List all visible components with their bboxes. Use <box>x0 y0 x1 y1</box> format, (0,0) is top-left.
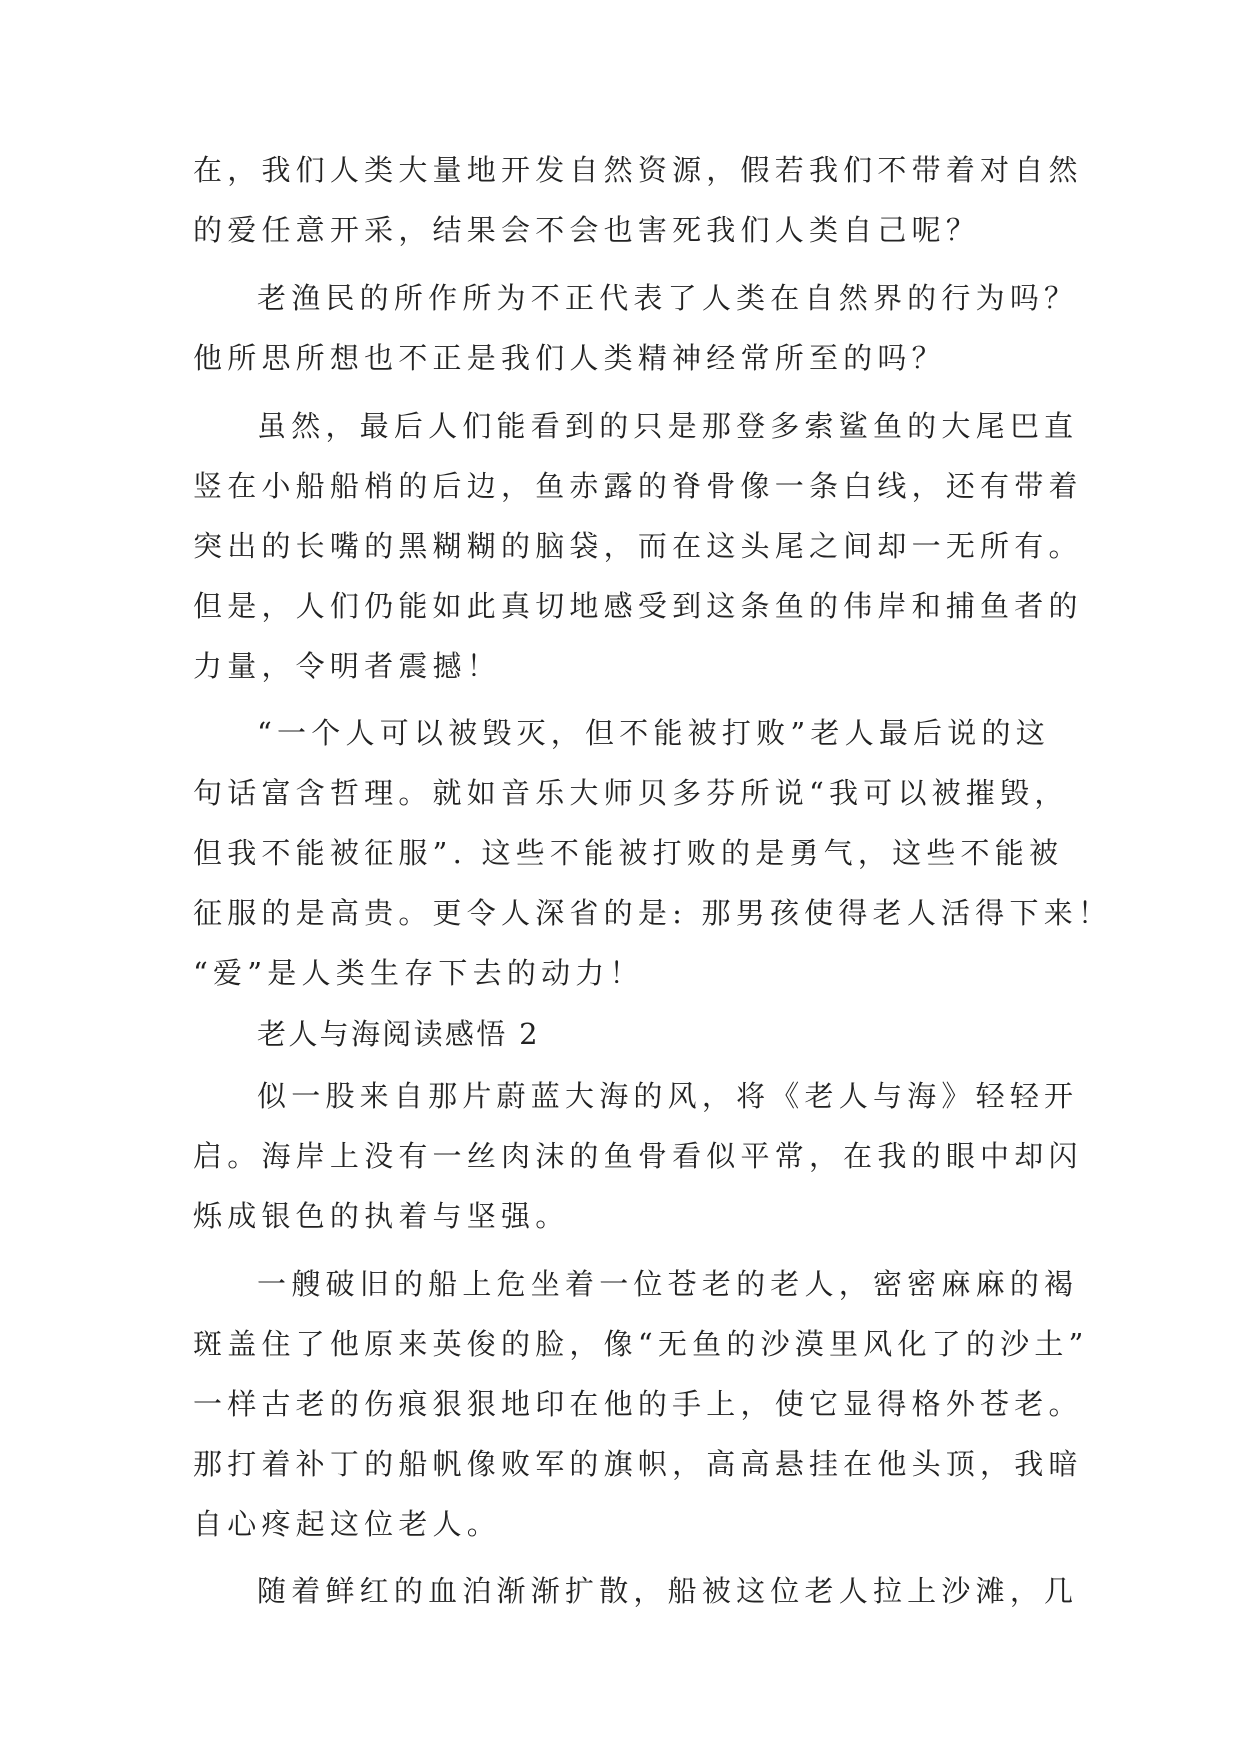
text-line: 但是，人们仍能如此真切地感受到这条鱼的伟岸和捕鱼者的 <box>193 589 1083 623</box>
text-line: 启。海岸上没有一丝肉沫的鱼骨看似平常，在我的眼中却闪 <box>193 1139 1083 1173</box>
text-line: “一个人可以被毁灭，但不能被打败”老人最后说的这 <box>257 716 1050 750</box>
text-line: 的爱任意开采，结果会不会也害死我们人类自己呢？ <box>193 213 981 247</box>
text-line: 竖在小船船梢的后边，鱼赤露的脊骨像一条白线，还有带着 <box>193 469 1083 503</box>
text-line: 但我不能被征服”. 这些不能被打败的是勇气，这些不能被 <box>193 836 1064 870</box>
text-line: 他所思所想也不正是我们人类精神经常所至的吗？ <box>193 341 946 375</box>
text-line: 一艘破旧的船上危坐着一位苍老的老人，密密麻麻的褐 <box>257 1267 1079 1301</box>
text-line: 烁成银色的执着与坚强。 <box>193 1199 570 1233</box>
text-line: 随着鲜红的血泊渐渐扩散，船被这位老人拉上沙滩，几 <box>257 1574 1079 1608</box>
text-line: 斑盖住了他原来英俊的脸，像“无鱼的沙漠里风化了的沙土” <box>193 1327 1089 1361</box>
text-line: 老渔民的所作所为不正代表了人类在自然界的行为吗？ <box>257 281 1079 315</box>
text-line: 一样古老的伤痕狠狠地印在他的手上，使它显得格外苍老。 <box>193 1387 1083 1421</box>
text-line: 虽然，最后人们能看到的只是那登多索鲨鱼的大尾巴直 <box>257 409 1079 443</box>
text-line: 自心疼起这位老人。 <box>193 1507 501 1541</box>
section-heading: 老人与海阅读感悟 2 <box>257 1017 540 1051</box>
text-line: 句话富含哲理。就如音乐大师贝多芬所说“我可以被摧毁， <box>193 776 1069 810</box>
text-line: 似一股来自那片蔚蓝大海的风，将《老人与海》轻轻开 <box>257 1079 1079 1113</box>
text-line: 征服的是高贵。更令人深省的是: 那男孩使得老人活得下来！ <box>193 896 1113 930</box>
text-line: 力量，令明者震撼！ <box>193 649 501 683</box>
text-line: 在，我们人类大量地开发自然资源，假若我们不带着对自然 <box>193 153 1083 187</box>
text-line: 突出的长嘴的黑糊糊的脑袋，而在这头尾之间却一无所有。 <box>193 529 1083 563</box>
text-line: “爱”是人类生存下去的动力！ <box>193 956 644 990</box>
text-line: 那打着补丁的船帆像败军的旗帜，高高悬挂在他头顶，我暗 <box>193 1447 1083 1481</box>
